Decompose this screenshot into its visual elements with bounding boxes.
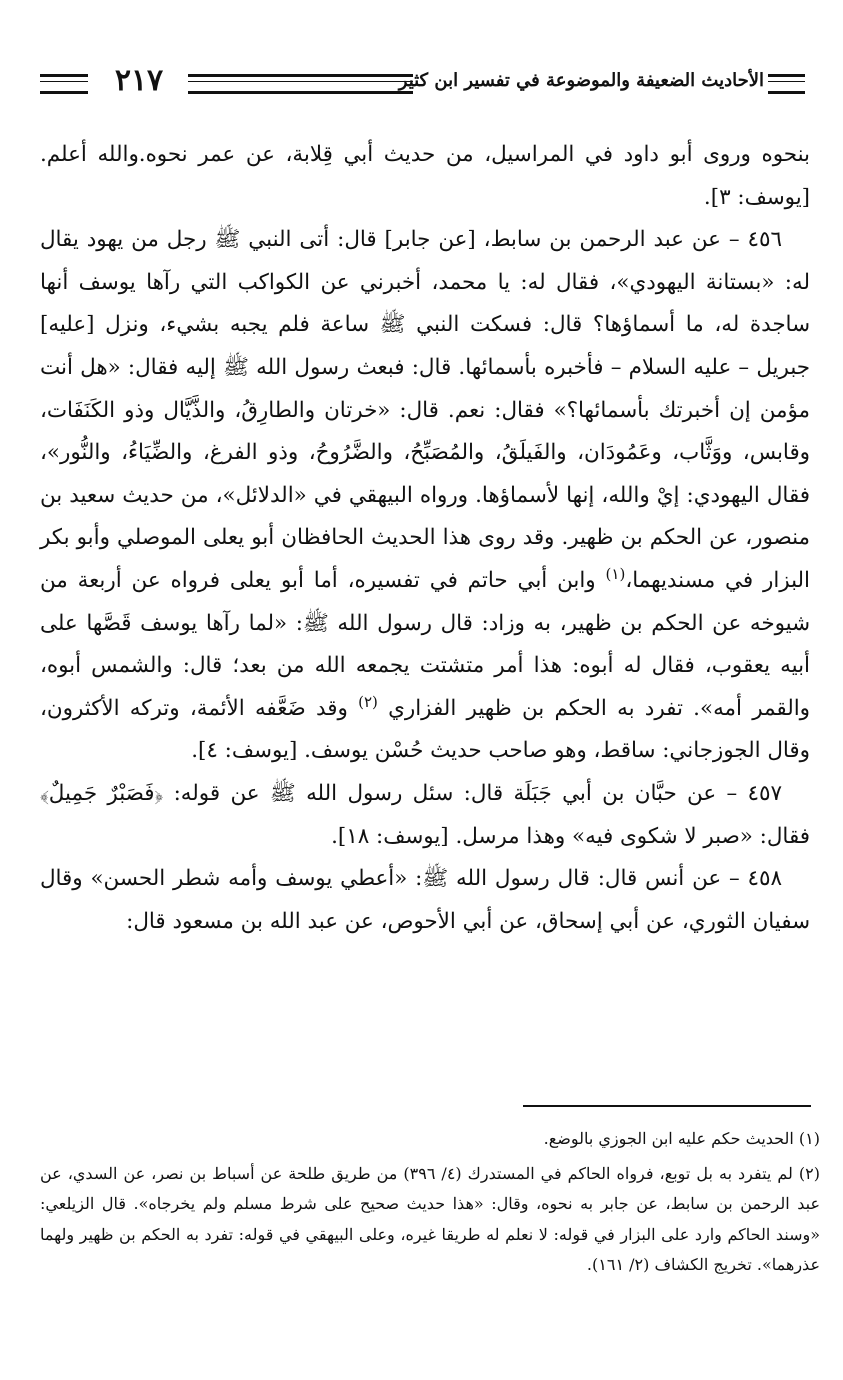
hadith-456-part2: وابن أبي حاتم في تفسيره، أما أبو يعلى فرواه عن أربعة من شيوخه عن الحكم بن ظهير، به وزاد: قال رسول الله ﷺ: «لما رآها يوسف قَصَّها على أبيه يعقوب، فقال له أبوه: هذا أمر متشتت يجمعه الله من بعد؛ قال: والشمس أبوه، والقمر أمه». تفرد به الحكم بن ظهير الفزاري bbox=[40, 567, 811, 721]
footnote-1: (١) الحديث حكم عليه ابن الجوزي بالوضع. bbox=[543, 1129, 820, 1148]
header-rule-left bbox=[40, 74, 88, 94]
paragraph-continuation: بنحوه وروى أبو داود في المراسيل، من حديث أبي قِلابة، عن عمر نحوه.والله أعلم. [يوسف: ٣]. bbox=[40, 142, 810, 210]
running-title: الأحاديث الضعيفة والموضوعة في تفسير ابن كثير bbox=[398, 70, 764, 91]
main-text bbox=[40, 134, 810, 943]
hadith-456-part3: وقد ضَعَّفه الأئمة، وتركه الأكثرون، وقال الجوزجاني: ساقط، وهو صاحب حديث حُسْن يوسف. [يوسف: ٤]. bbox=[40, 695, 810, 764]
hadith-458: ٤٥٨ – عن أنس قال: قال رسول الله ﷺ: «أعطي يوسف وأمه شطر الحسن» وقال سفيان الثوري، عن أبي إسحاق، عن أبي الأحوص، عن عبد الله بن مسعود قال: bbox=[40, 866, 810, 934]
footnote-ref-1: (١) bbox=[605, 564, 626, 583]
hadith-456 bbox=[40, 219, 810, 773]
footnote-ref-2: (٢) bbox=[358, 692, 378, 711]
header-rule-right bbox=[768, 74, 805, 94]
page-header bbox=[40, 62, 805, 100]
footnote-2: (٢) لم يتفرد به بل توبع، فرواه الحاكم في المستدرك (٤/ ٣٩٦) من طريق طلحة عن أسباط بن نصر، عن السدي، عن عبد الرحمن بن سابط، عن جابر به نحوه، وقال: «هذا حديث صحيح على شرط مسلم ولم يخرجاه». قال الزيلعي: «وسند الحاكم وارد على البزار في قوله: لا نعلم له طريقا غيره، وعلى البيهقي في قوله: تفرد به الحكم بن ظهير ولهما عذرهما». تخريج الكشاف (٢/ ١٦١). bbox=[40, 1163, 821, 1274]
hadith-456-part1: ٤٥٦ – عن عبد الرحمن بن سابط، [عن جابر] قال: أتى النبي ﷺ رجل من يهود يقال له: «بستانة اليهودي»، فقال له: يا محمد، أخبرني عن الكواكب التي رآها يوسف أنها ساجدة له، ما أسماؤها؟ قال: فسكت النبي ﷺ ساعة فلم يجبه بشيء، ونزل [عليه] جبريل – عليه السلام – فأخبره بأسمائها. قال: فبعث رسول الله ﷺ إليه فقال: «هل أنت مؤمن إن أخبرتك بأسمائها؟» فقال: نعم. قال: «خرتان والطارِقُ، والذَّيَّال وذو الكَنَفَات، وقابس، ووَثَّاب، وعَمُودَان، والفَيلَقُ، والمُصَبِّحُ، والضَّرُوحُ، وذو الفرغ، والضِّيَاءُ، والنُّور»، فقال اليهودي: إيْ والله، إنها لأسماؤها. ورواه البيهقي في «الدلائل»، من حديث سعيد بن منصور، عن الحكم بن ظهير. وقد روى هذا الحديث الحافظان أبو يعلى الموصلي وأبو بكر البزار في مسنديهما، bbox=[40, 227, 810, 593]
header-rule-middle bbox=[188, 74, 413, 94]
hadith-457: ٤٥٧ – عن حبَّان بن أبي جَبَلَة قال: سئل رسول الله ﷺ عن قوله: ﴿فَصَبْرٌ جَمِيلٌ﴾ فقال: «صبر لا شكوى فيه» وهذا مرسل. [يوسف: ١٨]. bbox=[40, 780, 810, 849]
page-number: ٢١٧ bbox=[114, 63, 164, 98]
footnotes bbox=[40, 1124, 820, 1281]
footnote-separator bbox=[523, 1105, 811, 1107]
